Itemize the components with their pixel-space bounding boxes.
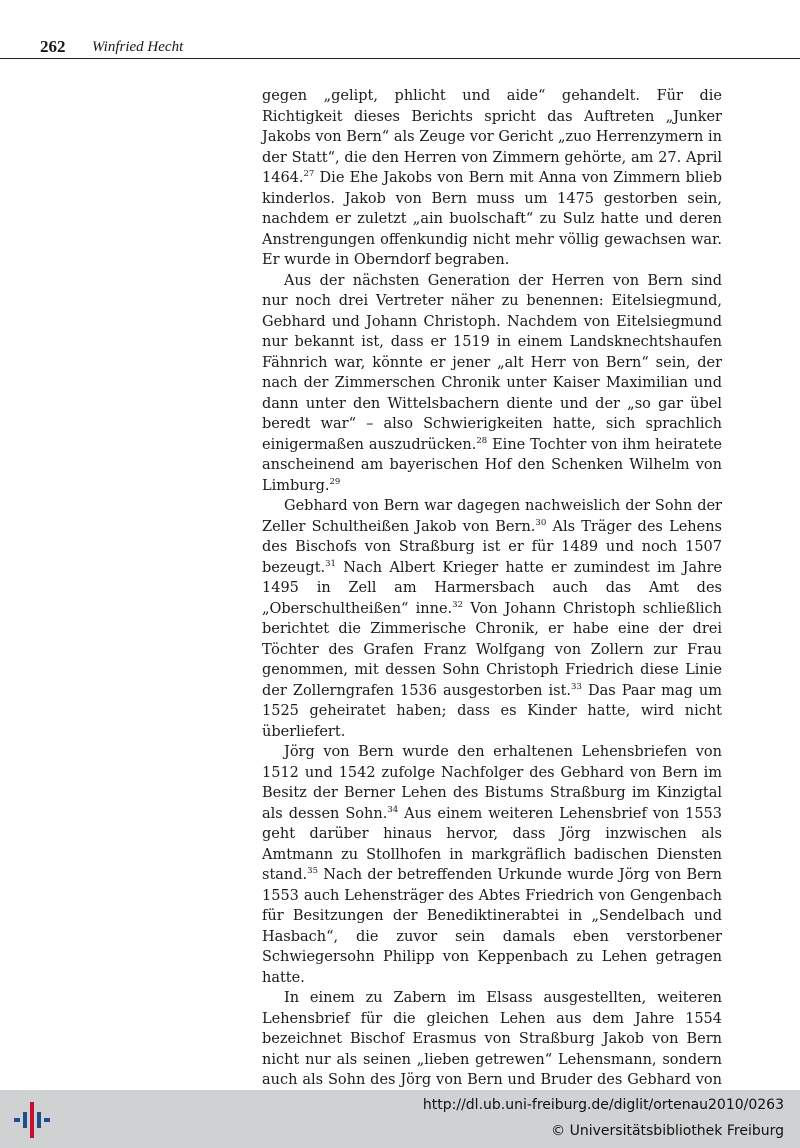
paragraph-text: Jörg von Bern wurde den erhaltenen Lehensbriefen von 1512 und 1542 zufolge Nachfolger des Gebhard von Bern im Besitz der Berner Lehen des Bistums Straßburg im Kinzigtal als dessen Sohn.	[262, 744, 722, 822]
footnote-marker[interactable]: 32	[452, 599, 463, 610]
footer-bar	[0, 1090, 800, 1148]
paragraph	[262, 742, 722, 988]
paragraph-text: Nach der betreffenden Urkunde wurde Jörg von Bern 1553 auch Lehensträger des Abtes Friedrich von Gengenbach für Besitzungen der Benediktinerabtei in „Sendelbach und Hasbach“, die zuvor sein damals eben verstorbener Schwiegersohn Philipp von Keppenbach zu Lehen getragen hatte.	[262, 867, 722, 986]
footnote-marker[interactable]: 27	[303, 169, 315, 179]
page-number: 262	[40, 37, 66, 56]
footnote-marker[interactable]: 29	[329, 476, 341, 487]
paragraph-text: Die Ehe Jakobs von Bern mit Anna von Zimmern blieb kinderlos. Jakob von Bern muss um 1475 gestorben sein, nachdem er zuletzt „ain buolschaft“ zu Sulz hatte und deren Anstrengungen offenkundig nicht mehr völlig gewachsen war. Er wurde in Oberndorf begraben.	[262, 170, 722, 268]
paragraph-text: Gebhard von Bern war dagegen nachweislich der Sohn der Zeller Schultheißen Jakob von Bern.	[262, 498, 722, 535]
paragraph-text: gegen „gelipt, phlicht und aide“ gehandelt. Für die Richtigkeit dieses Berichts spricht das Auftreten „Junker Jakobs von Bern“ als Zeuge vor Gericht „zuo Herrenzymern in der Statt“, die den Herren von Zimmern gehörte, am 27. April 1464.	[262, 88, 722, 186]
paragraph-text: Nach Albert Krieger hatte er zumindest im Jahre 1495 in Zell am Harmersbach auch das Amt des „Oberschultheißen“ inne.	[262, 559, 722, 617]
paragraph	[262, 271, 722, 497]
footnote-marker[interactable]: 28	[476, 435, 488, 446]
paragraph-text: Eine Tochter von ihm heiratete anscheinend am bayerischen Hof den Schenken Wilhelm von Limburg.	[262, 436, 722, 494]
source-url-link[interactable]: http://dl.ub.uni-freiburg.de/diglit/ortenau2010/0263	[422, 1097, 784, 1113]
paragraph-text: Aus einem weiteren Lehensbrief von 1553 geht darüber hinaus hervor, dass Jörg inzwischen als Amtmann zu Stollhofen in markgräflich badischen Diensten stand.	[262, 805, 722, 883]
body-text	[262, 86, 722, 1111]
footnote-marker[interactable]: 30	[535, 517, 547, 528]
page-header	[0, 34, 800, 59]
paragraph-text: Aus der nächsten Generation der Herren von Bern sind nur noch drei Vertreter näher zu benennen: Eitelsiegmund, Gebhard und Johann Christoph. Nachdem von Eitelsiegmund nur bekannt ist, dass er 1519 in einem Landsknechtshaufen Fähnrich war, könnte er jener „alt Herr von Bern“ sein, der nach der Zimmerschen Chronik unter Kaiser Maximilian und dann unter den Wittelsbachern diente und der „so gar übel beredt war“ – also Schwierigkeiten hatte, sich sprachlich einigermaßen auszudrücken.	[262, 272, 722, 453]
footnote-marker[interactable]: 31	[325, 558, 336, 569]
running-head: Winfried Hecht	[92, 39, 184, 55]
paragraph-text: Als Träger des Lehens des Bischofs von Straßburg ist er für 1489 und noch 1507 bezeugt.	[262, 518, 722, 576]
paragraph	[262, 86, 722, 271]
paragraph	[262, 496, 722, 742]
footnote-marker[interactable]: 34	[387, 804, 399, 815]
paragraph-text: Von Johann Christoph schließlich berichtet die Zimmerische Chronik, er habe eine der drei Töchter des Grafen Franz Wolfgang von Zollern zur Frau genommen, mit dessen Sohn Christoph Friedrich diese Linie der Zollerngrafen 1536 ausgestorben ist.	[262, 600, 722, 699]
ub-freiburg-logo-icon[interactable]	[12, 1100, 52, 1140]
copyright-notice: © Universitätsbibliothek Freiburg	[551, 1123, 784, 1139]
paragraph-text: In einem zu Zabern im Elsass ausgestellten, weiteren Lehensbrief für die gleichen Lehen aus dem Jahre 1554 bezeichnet Bischof Erasmus von Straßburg Jakob von Bern nicht nur als seinen „lieben getrewen“ Lehensmann, sondern auch als Sohn des Jörg von Bern und Bruder des Gebhard von	[262, 990, 722, 1088]
paragraph-text: Das Paar mag um 1525 geheiratet haben; dass es Kinder hatte, wird nicht überliefert.	[262, 682, 722, 740]
footnote-marker[interactable]: 33	[571, 681, 582, 692]
footnote-marker[interactable]: 35	[307, 866, 318, 876]
